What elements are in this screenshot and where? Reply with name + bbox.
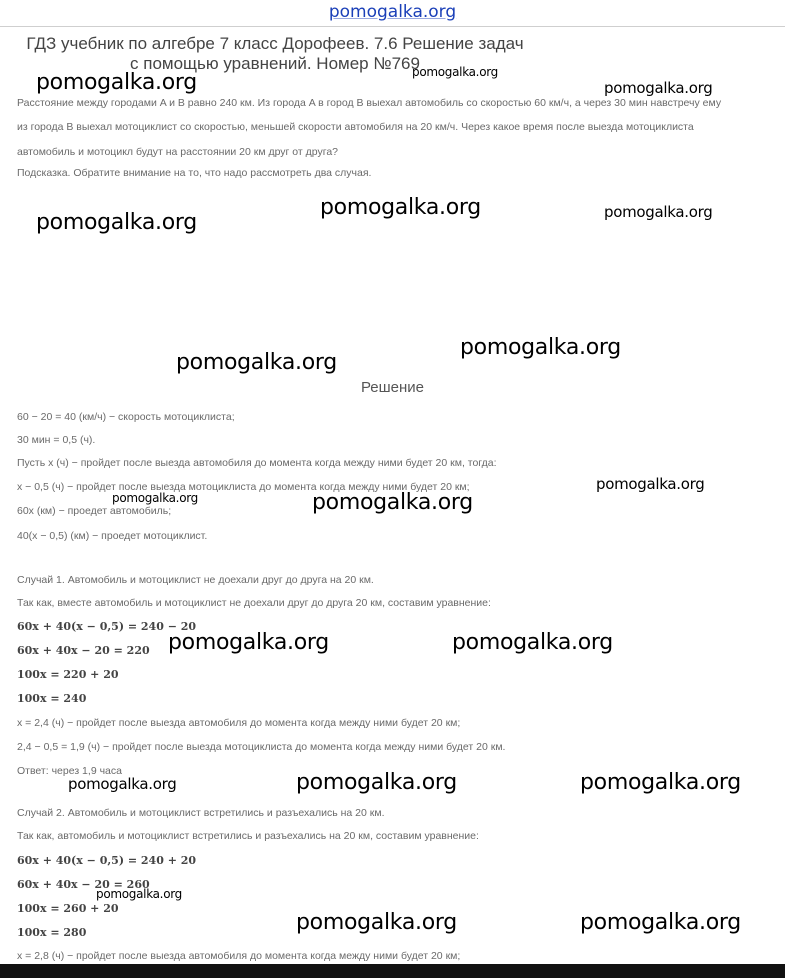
site-logo-link[interactable]: pomogalka.org [328,2,457,22]
solution-line: x = 2,8 (ч) − пройдет после выезда автомобиля до момента когда между ними будет 20 км; [17,950,461,962]
solution-line: 60 − 20 = 40 (км/ч) − скорость мотоциклиста; [17,411,235,423]
watermark-text: pomogalka.org [580,770,741,795]
equation-line: 60x + 40(x − 0,5) = 240 + 20 [17,854,197,867]
watermark-text: pomogalka.org [176,350,337,375]
site-header [0,0,785,27]
watermark-text: pomogalka.org [596,475,705,493]
hint-line: Подсказка. Обратите внимание на то, что надо рассмотреть два случая. [17,167,372,179]
equation-line: 100x = 280 [17,926,87,939]
problem-line-2: из города B выехал мотоциклист со скоростью, меньшей скорости автомобиля на 20 км/ч. Через какое время после выезда мотоциклиста [17,121,694,133]
watermark-text: pomogalka.org [168,630,329,655]
watermark-text: pomogalka.org [412,65,498,79]
answer-line: Ответ: через 1,9 часа [17,765,122,777]
solution-line: x = 2,4 (ч) − пройдет после выезда автомобиля до момента когда между ними будет 20 км; [17,717,461,729]
equation-line: 100x = 240 [17,692,87,705]
solution-line: 30 мин = 0,5 (ч). [17,434,96,446]
solution-line: 60x (км) − проедет автомобиль; [17,505,172,517]
watermark-text: pomogalka.org [36,70,197,95]
solution-line: Пусть x (ч) − пройдет после выезда автомобиля до момента когда между ними будет 20 км, тогда: [17,457,497,469]
equation-line: 100x = 260 + 20 [17,902,119,915]
equation-line: 100x = 220 + 20 [17,668,119,681]
equation-line: 60x + 40(x − 0,5) = 240 − 20 [17,620,197,633]
watermark-text: pomogalka.org [580,910,741,935]
problem-line-1: Расстояние между городами A и B равно 240 км. Из города A в город B выехал автомобиль со скоростью 60 км/ч, а через 30 мин навстречу ему [17,97,722,109]
problem-line-3: автомобиль и мотоцикл будут на расстоянии 20 км друг от друга? [17,146,339,158]
watermark-text: pomogalka.org [320,195,481,220]
equation-line: 60x + 40x − 20 = 260 [17,878,150,891]
page-title-line-1: ГДЗ учебник по алгебре 7 класс Дорофеев. 7.6 Решение задач [26,34,524,53]
page-title-line-2: с помощью уравнений. Номер №769 [130,54,420,73]
watermark-text: pomogalka.org [604,203,713,221]
case-1-heading: Случай 1. Автомобиль и мотоциклист не доехали друг до друга на 20 км. [17,574,374,586]
watermark-text: pomogalka.org [460,335,621,360]
watermark-text: pomogalka.org [452,630,613,655]
case-2-heading: Случай 2. Автомобиль и мотоциклист встретились и разъехались на 20 км. [17,807,385,819]
watermark-text: pomogalka.org [112,491,198,505]
watermark-text: pomogalka.org [68,775,177,793]
solution-line: x − 0,5 (ч) − пройдет после выезда мотоциклиста до момента когда между ними будет 20 км; [17,481,470,493]
watermark-text: pomogalka.org [296,770,457,795]
watermark-text: pomogalka.org [604,79,713,97]
bottom-bar [0,964,785,978]
solution-line: 2,4 − 0,5 = 1,9 (ч) − пройдет после выезда мотоциклиста до момента когда между ними будет 20 км. [17,741,506,753]
solution-line: Так как, автомобиль и мотоциклист встретились и разъехались на 20 км, составим уравнение: [17,830,479,842]
equation-line: 60x + 40x − 20 = 220 [17,644,150,657]
solution-line: Так как, вместе автомобиль и мотоциклист не доехали друг до друга 20 км, составим уравнение: [17,597,491,609]
watermark-text: pomogalka.org [36,210,197,235]
solution-line: 40(x − 0,5) (км) − проедет мотоциклист. [17,530,208,542]
watermark-text: pomogalka.org [96,887,182,901]
watermark-text: pomogalka.org [296,910,457,935]
watermark-text: pomogalka.org [312,490,473,515]
solution-heading: Решение [360,379,425,396]
